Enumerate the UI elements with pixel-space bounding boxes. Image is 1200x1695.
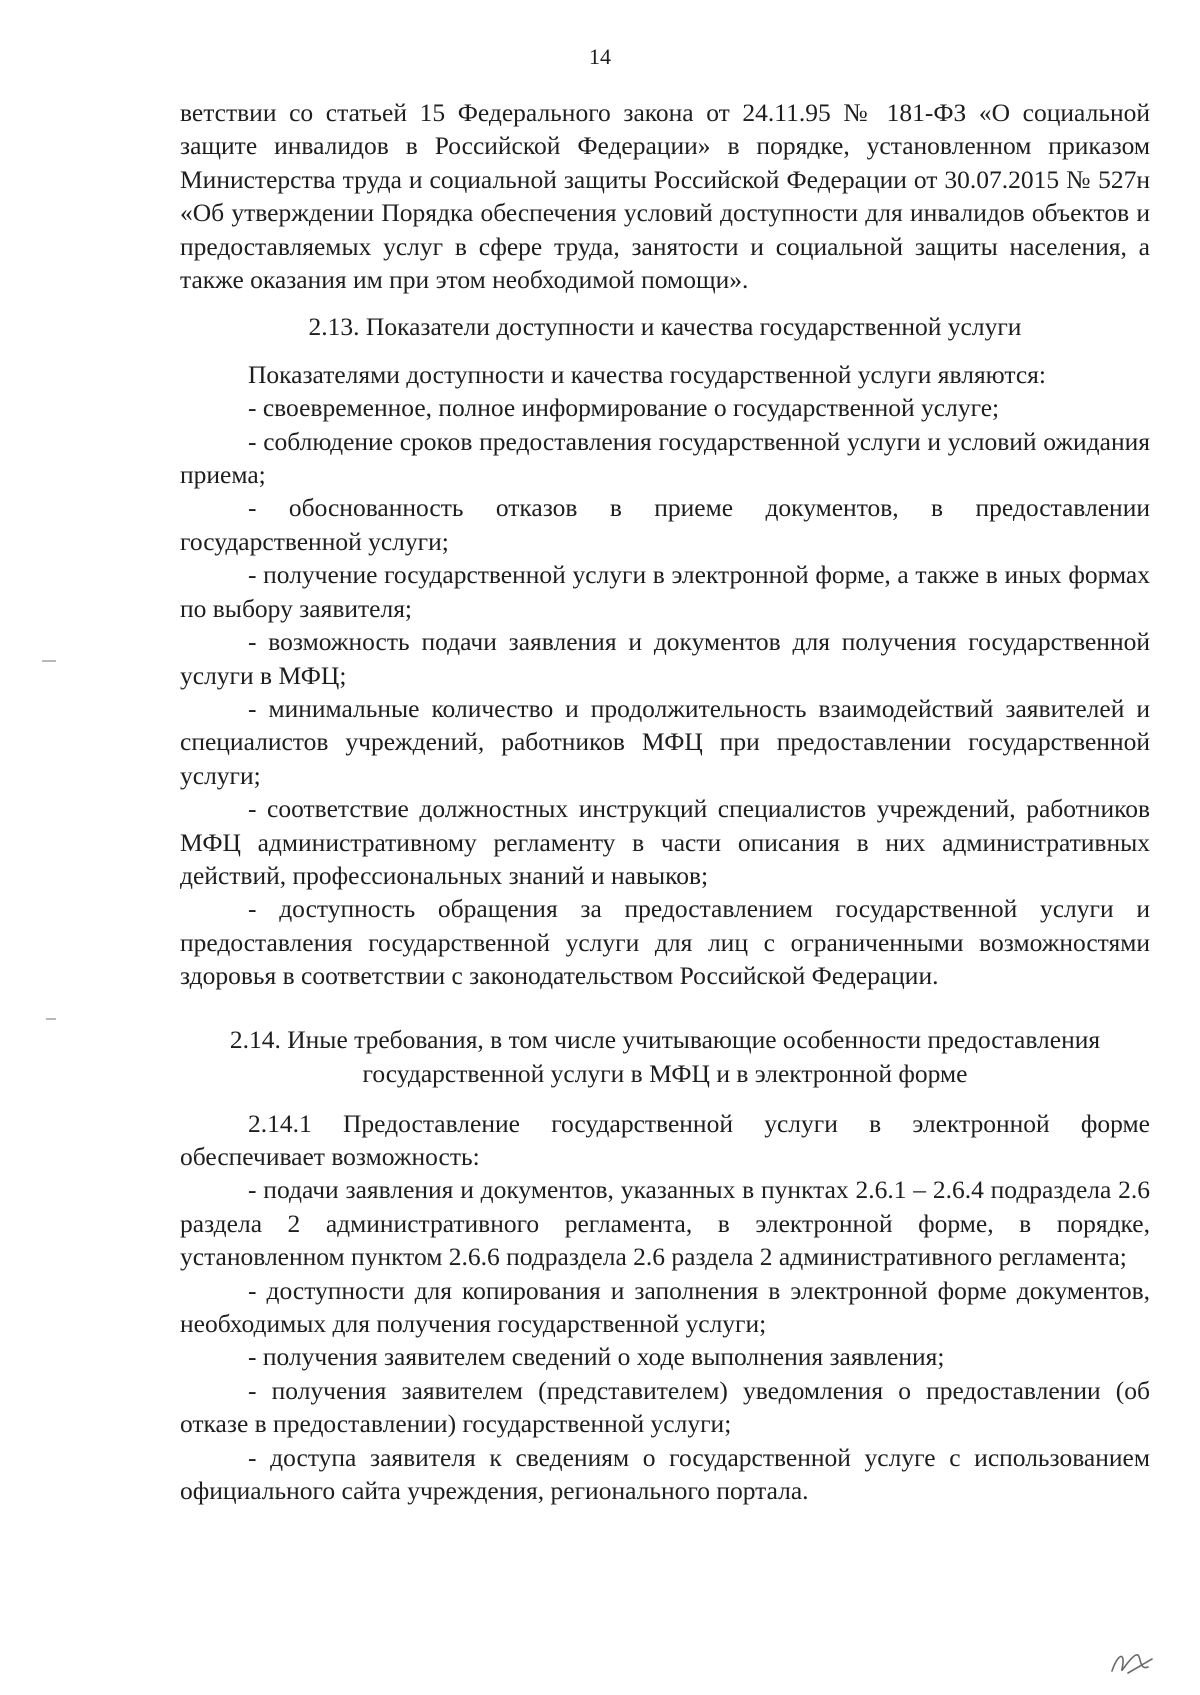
section-2-13-heading: 2.13. Показатели доступности и качества государственной услуги bbox=[308, 312, 1022, 342]
margin-scan-mark bbox=[46, 1018, 56, 1020]
section-2-14-heading-line1: 2.14. Иные требования, в том числе учитывающие особенности предоставления bbox=[229, 1024, 1101, 1054]
list-item: - обоснованность отказов в приеме документов, в предоставлении государственной услуги; bbox=[180, 493, 1150, 556]
list-item: - минимальные количество и продолжительность взаимодействий заявителей и специалистов учреждений, работников МФЦ при предоставлении государственной услуги; bbox=[180, 693, 1150, 790]
list-item: - подачи заявления и документов, указанных в пунктах 2.6.1 – 2.6.4 подраздела 2.6 раздела 2 административного регламента, в электронной форме, в порядке, установленном пунктом 2.6.6 подраздела 2.6 раздела 2 административного регламента; bbox=[180, 1175, 1150, 1272]
list-item: - получения заявителем сведений о ходе выполнения заявления; bbox=[248, 1342, 945, 1372]
intro-paragraph: ветствии со статьей 15 Федерального закона от 24.11.95 № 181-ФЗ «О социальной защите инвалидов в Российской Федерации» в порядке, установленном приказом Министерства труда и социальной защиты Российской Федерации от 30.07.2015 № 527н «Об утверждении Порядка обеспечения условий доступности для инвалидов объектов и предоставляемых услуг в сфере труда, занятости и социальной защиты населения, а также оказания им при этом необходимой помощи». bbox=[180, 98, 1150, 295]
handwritten-initials-icon bbox=[1108, 1647, 1156, 1677]
margin-scan-mark bbox=[42, 660, 56, 662]
document-body bbox=[180, 96, 1150, 1507]
section-2-14-heading-line2: государственной услуги в МФЦ и в электронной форме bbox=[362, 1058, 968, 1088]
list-item: - соответствие должностных инструкций специалистов учреждений, работников МФЦ административному регламенту в части описания в них административных действий, профессиональных знаний и навыков; bbox=[180, 794, 1150, 890]
section-2-14-heading bbox=[180, 1023, 1150, 1091]
list-item: - получения заявителем (представителем) уведомления о предоставлении (об отказе в предоставлении) государственной услуги; bbox=[180, 1375, 1150, 1439]
list-item: - доступа заявителя к сведениям о государственной услуге с использованием официального сайта учреждения, регионального портала. bbox=[180, 1442, 1150, 1506]
section-2-13-lead: Показателями доступности и качества государственной услуги являются: bbox=[248, 359, 1046, 389]
section-2-14-1-lead: 2.14.1 Предоставление государственной услуги в электронной форме обеспечивает возможность: bbox=[180, 1108, 1150, 1171]
list-item: - получение государственной услуги в электронной форме, а также в иных формах по выбору заявителя; bbox=[180, 560, 1150, 623]
list-item: - доступности для копирования и заполнения в электронной форме документов, необходимых для получения государственной услуги; bbox=[180, 1275, 1150, 1338]
list-item: - доступность обращения за предоставлением государственной услуги и предоставления государственной услуги для лиц с ограниченными возможностями здоровья в соответствии с законодательством Российской Федерации. bbox=[180, 894, 1150, 991]
list-item: - соблюдение сроков предоставления государственной услуги и условий ожидания приема; bbox=[180, 426, 1150, 490]
list-item: - своевременное, полное информирование о государственной услуге; bbox=[248, 393, 1000, 423]
page-number: 14 bbox=[589, 44, 611, 69]
list-item: - возможность подачи заявления и документов для получения государственной услуги в МФЦ; bbox=[180, 627, 1150, 690]
